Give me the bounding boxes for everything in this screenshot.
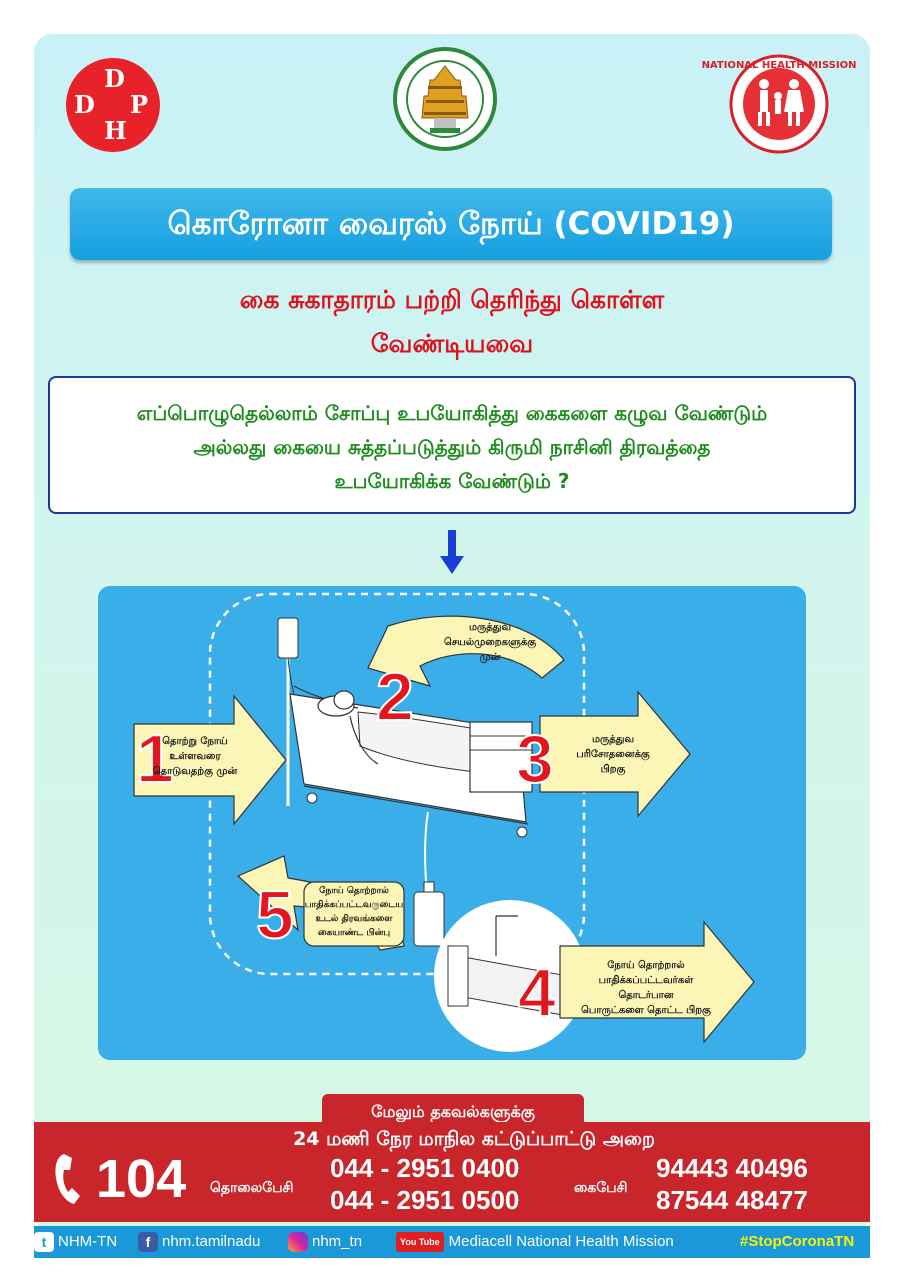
step-label-line: செயல்முறைகளுக்கு [443,637,537,648]
landline-number[interactable]: 044 - 2951 0400 [330,1153,520,1183]
dph-logo-letter: D [74,90,95,119]
question-box [48,376,856,514]
facebook-handle: nhm.tamilnadu [162,1233,261,1250]
step-number: 2 [376,659,414,735]
down-arrow-icon [440,530,464,574]
step-label-line: முன் [479,652,501,663]
step-label-line: மருத்துவ [591,734,635,745]
step-label-line: கையாண்ட பின்பு [317,928,391,938]
twitter-link[interactable] [34,1226,117,1258]
dph-logo-letter: H [104,116,127,145]
step-label-line: தொடுவதற்கு முன் [152,766,238,777]
svg-text:NATIONAL HEALTH MISSION: NATIONAL HEALTH MISSION [701,60,857,71]
facebook-link[interactable] [138,1226,260,1258]
youtube-channel: Mediacell National Health Mission [448,1233,674,1250]
subtitle [120,278,784,366]
step-number: 4 [518,955,556,1031]
instagram-link[interactable] [288,1226,362,1258]
dph-logo [66,58,160,152]
landline-number[interactable]: 044 - 2951 0500 [330,1185,520,1215]
mobile-number[interactable]: 87544 48477 [656,1185,808,1215]
dph-logo-letter: D [104,64,125,93]
twitter-handle: NHM-TN [58,1233,118,1250]
instagram-icon [288,1232,308,1252]
mobile-label: கைபேசி [574,1180,628,1196]
step-5-label [304,884,404,940]
more-info-tab: மேலும் தகவல்களுக்கு [322,1094,584,1130]
hotline-number[interactable]: 104 [96,1149,187,1209]
step-number: 1 [136,721,174,797]
hashtag: #StopCoronaTN [740,1233,855,1250]
twitter-icon: t [34,1232,54,1252]
question-line: எப்பொழுதெல்லாம் சோப்பு உபயோகித்து கைகளை கழுவ வேண்டும் [136,401,768,425]
step-label-line: பாதிக்கப்பட்டவருடைய [304,900,404,910]
page-title: கொரோனா வைரஸ் நோய் (COVID19) [70,188,832,260]
step-2-label [430,620,550,665]
youtube-icon: You Tube [396,1232,444,1252]
contact-footer [34,1122,870,1222]
step-label-line: நோய் தொற்றால் [319,886,389,896]
step-label-line: பொருட்களை தொட்ட பிறகு [581,1005,711,1016]
nhm-logo [701,52,857,154]
landline-label: தொலைபேசி [210,1180,294,1196]
step-label-line: தொற்று நோய் [162,736,228,747]
dph-logo-letter: P [130,90,149,119]
subtitle-line: கை சுகாதாரம் பற்றி தெரிந்து கொள்ள [239,285,665,314]
step-3-label [568,732,658,777]
step-1-label [150,734,240,779]
step-label-line: பாதிக்கப்பட்டவர்கள் தொடர்பான [598,975,694,1001]
subtitle-line: வேண்டியவை [370,329,534,358]
phone-icon [54,1150,92,1208]
youtube-link[interactable] [396,1226,674,1258]
step-label-line: உடல் திரவங்களை [315,914,393,924]
step-label-line: பிறகு [600,764,626,775]
step-label-line: மருத்துவ [468,622,512,633]
step-label-line: நோய் தொற்றால் [607,960,685,971]
instagram-handle: nhm_tn [312,1233,363,1250]
facebook-icon: f [138,1232,158,1252]
question-line: உபயோகிக்க வேண்டும் ? [334,469,570,493]
step-number: 3 [516,721,554,797]
step-number: 5 [256,877,294,953]
control-room-title: 24 மணி நேர மாநில கட்டுப்பாட்டு அறை [293,1128,655,1150]
step-4-label [576,958,716,1018]
tamil-nadu-emblem [390,46,500,152]
step-label-line: உள்ளவரை [169,751,221,762]
question-line: அல்லது கையை சுத்தப்படுத்தும் கிருமி நாசினி திரவத்தை [193,435,711,459]
social-bar [34,1226,870,1258]
step-label-line: பரிசோதனைக்கு [576,749,650,760]
hand-hygiene-illustration [98,586,806,1060]
mobile-number[interactable]: 94443 40496 [656,1153,808,1183]
